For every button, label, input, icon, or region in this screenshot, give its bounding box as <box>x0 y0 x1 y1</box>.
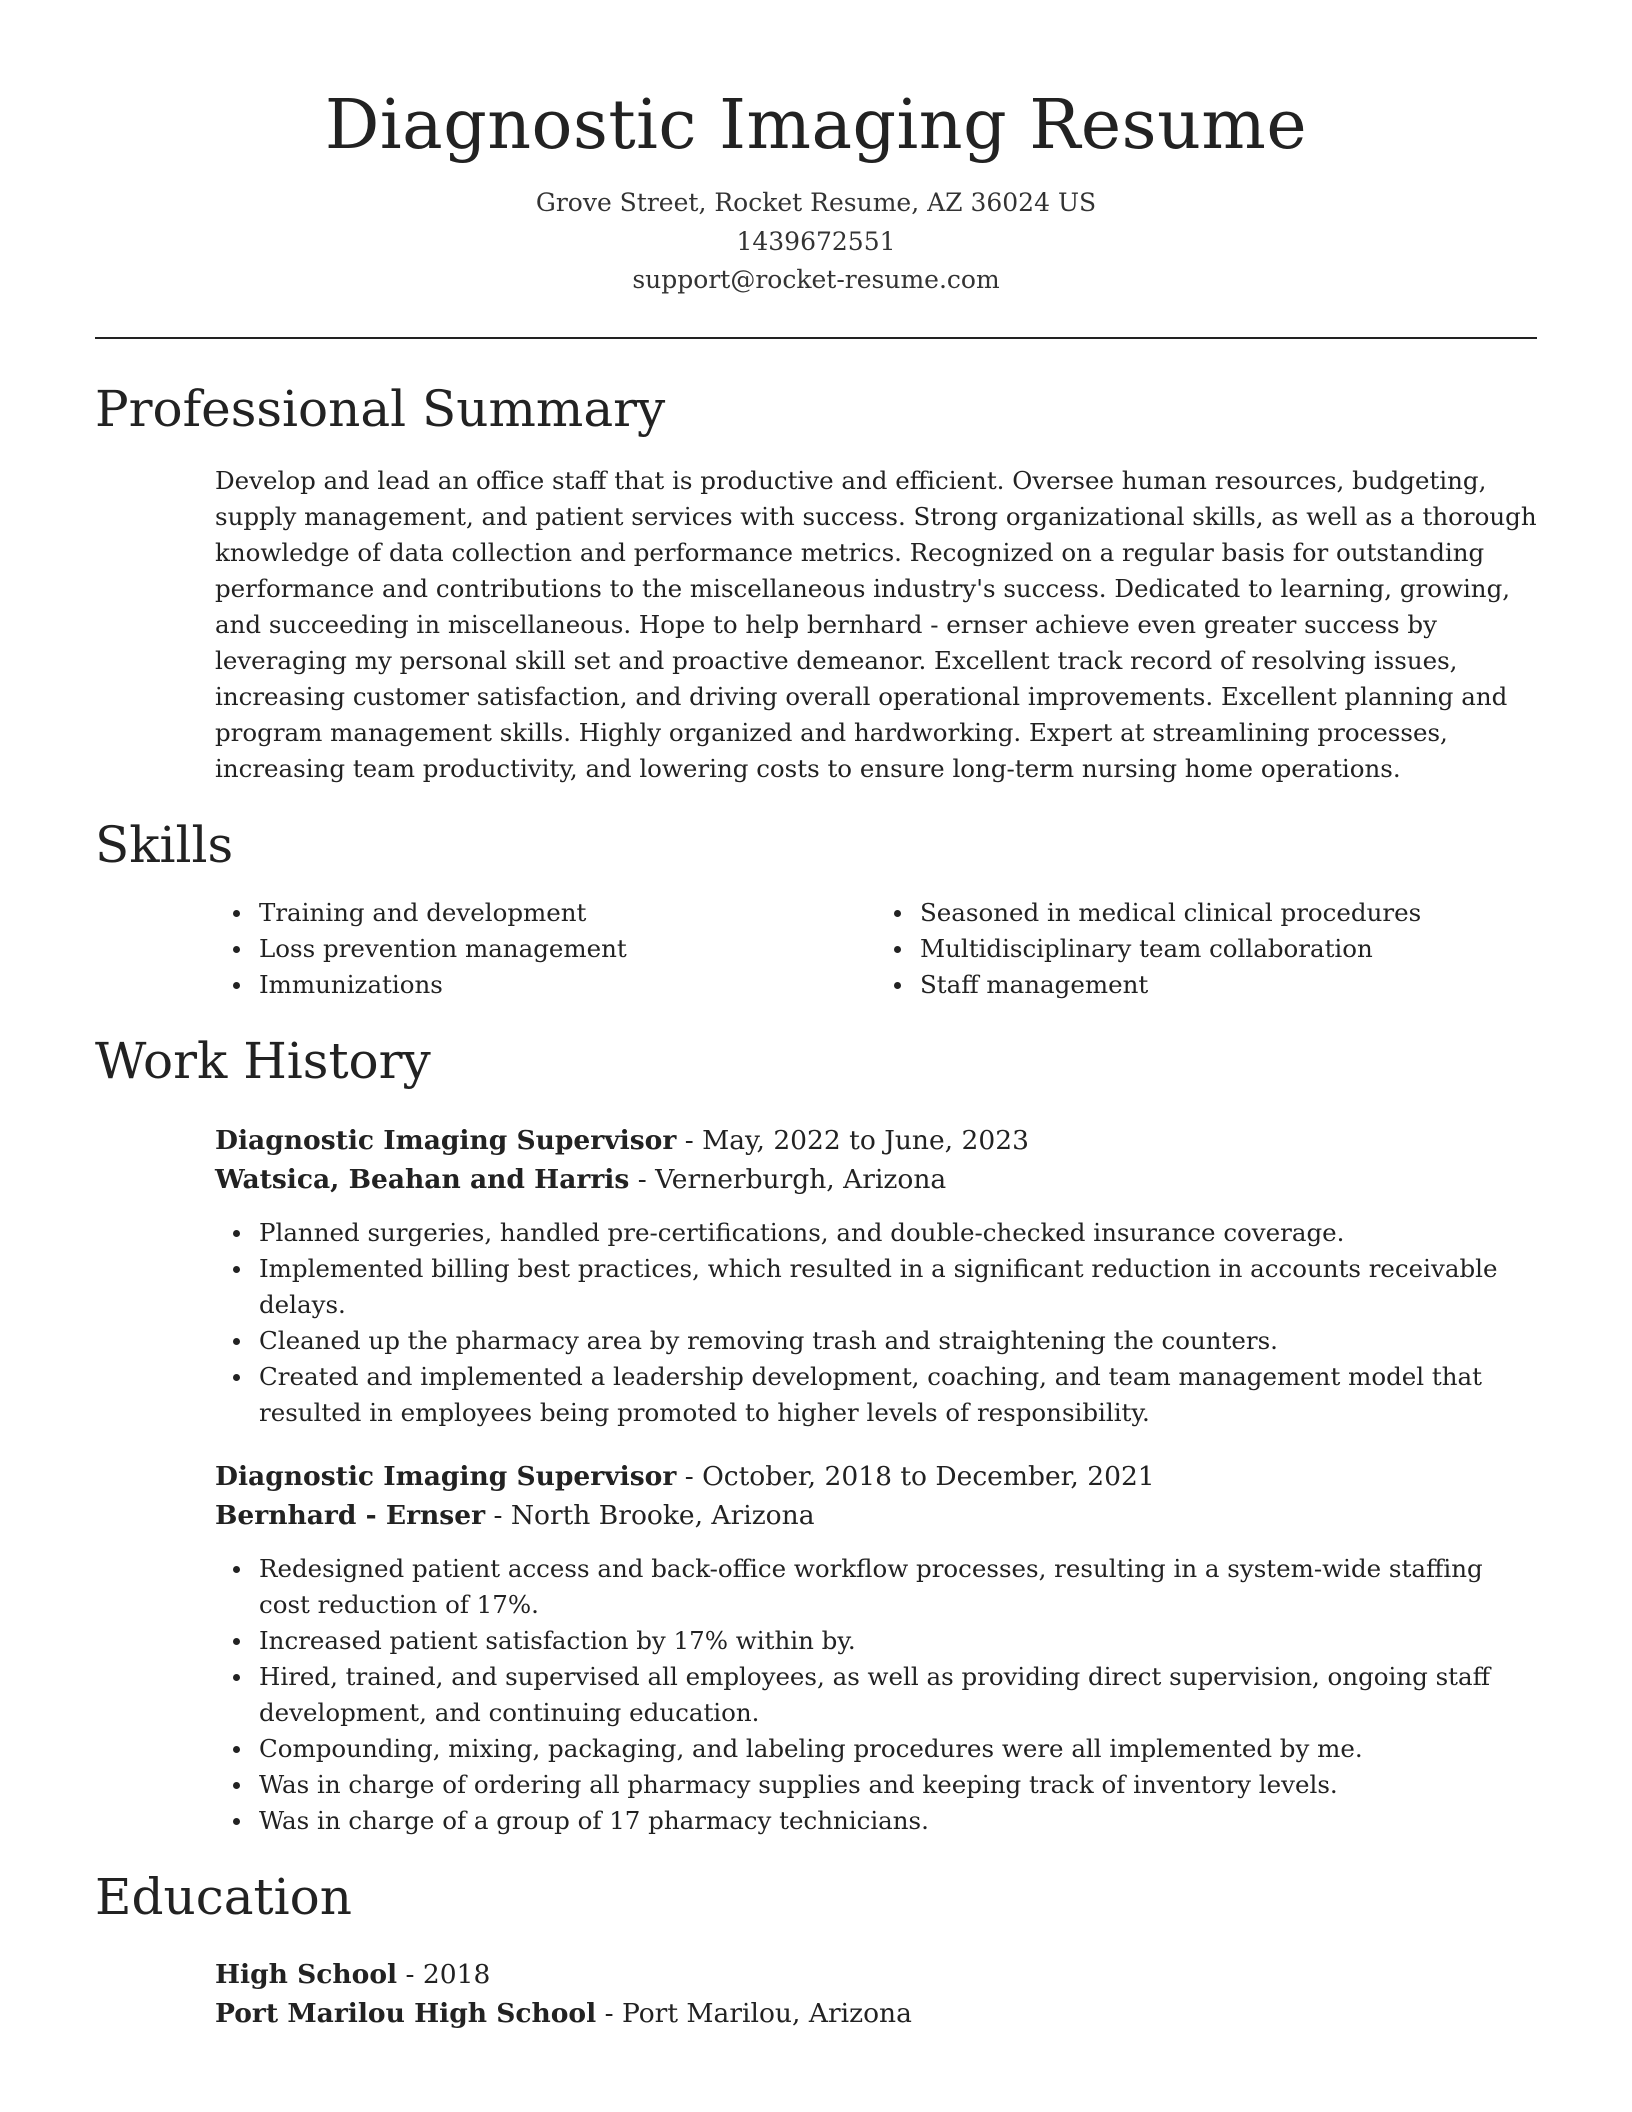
job-company: Watsica, Beahan and Harris <box>215 1163 630 1195</box>
skill-item: Immunizations <box>259 967 876 1003</box>
contact-info <box>95 184 1537 300</box>
job-company-line <box>215 1160 1537 1199</box>
education-school-line <box>215 1994 1537 2033</box>
job-bullet: Was in charge of a group of 17 pharmacy technicians. <box>259 1803 1537 1839</box>
resume-title: Diagnostic Imaging Resume <box>324 86 1308 165</box>
job-bullet: Hired, trained, and supervised all employees, as well as providing direct supervision, ongoing staff development, and continuing education. <box>259 1659 1537 1731</box>
job-bullet: Redesigned patient access and back-office workflow processes, resulting in a system-wide staffing cost reduction of 17%. <box>259 1551 1537 1623</box>
education-school: Port Marilou High School <box>215 1997 597 2029</box>
address: Grove Street, Rocket Resume, AZ 36024 US <box>535 188 1097 217</box>
skill-item: Staff management <box>920 967 1537 1003</box>
job-title-line <box>215 1457 1537 1496</box>
skill-item: Loss prevention management <box>259 931 876 967</box>
job-dates: - May, 2022 to June, 2023 <box>676 1124 1029 1156</box>
education-degree-line <box>215 1955 1537 1994</box>
job-bullets <box>215 1215 1537 1431</box>
skill-item: Seasoned in medical clinical procedures <box>920 895 1537 931</box>
skill-item: Training and development <box>259 895 876 931</box>
job-dates: - October, 2018 to December, 2021 <box>676 1460 1155 1492</box>
skills-list <box>95 895 1537 1003</box>
job-company: Bernhard - Ernser <box>215 1499 486 1531</box>
job-entry <box>95 1121 1537 1431</box>
summary-section <box>95 463 1537 787</box>
job-bullet: Compounding, mixing, packaging, and labeling procedures were all implemented by me. <box>259 1731 1537 1767</box>
education-heading: Education <box>95 1867 352 1926</box>
job-location: - Vernerburgh, Arizona <box>629 1163 947 1195</box>
job-bullet: Cleaned up the pharmacy area by removing trash and straightening the counters. <box>259 1323 1537 1359</box>
skill-item: Multidisciplinary team collaboration <box>920 931 1537 967</box>
email: support@rocket-resume.com <box>632 265 1000 294</box>
job-bullet: Increased patient satisfaction by 17% within by. <box>259 1623 1537 1659</box>
job-title: Diagnostic Imaging Supervisor <box>215 1460 677 1492</box>
phone: 1439672551 <box>736 226 896 256</box>
job-bullet: Implemented billing best practices, which resulted in a significant reduction in accounts receivable delays. <box>259 1251 1537 1323</box>
job-title-line <box>215 1121 1537 1160</box>
job-bullet: Planned surgeries, handled pre-certifications, and double-checked insurance coverage. <box>259 1215 1537 1251</box>
job-bullet: Created and implemented a leadership development, coaching, and team management model that resulted in employees being promoted to higher levels of responsibility. <box>259 1359 1537 1431</box>
job-bullets <box>215 1551 1537 1839</box>
work-history-heading: Work History <box>95 1031 431 1090</box>
job-location: - North Brooke, Arizona <box>485 1499 815 1531</box>
skills-column-right <box>876 895 1537 1003</box>
summary-heading: Professional Summary <box>95 379 666 438</box>
job-entry <box>95 1457 1537 1839</box>
education-entry <box>95 1955 1537 2033</box>
job-title: Diagnostic Imaging Supervisor <box>215 1124 677 1156</box>
education-year: - 2018 <box>397 1958 491 1990</box>
job-bullet: Was in charge of ordering all pharmacy supplies and keeping track of inventory levels. <box>259 1767 1537 1803</box>
header-divider <box>95 337 1537 339</box>
resume-header <box>95 0 1537 300</box>
education-degree: High School <box>215 1958 398 1990</box>
skills-column-left <box>215 895 876 1003</box>
summary-text: Develop and lead an office staff that is productive and efficient. Oversee human resources, budgeting, supply management, and patient services with success. Strong organizational skills, as well as a thorough knowledge of data collection and performance metrics. Recognized on a regular basis for outstanding performance and contributions to the miscellaneous industry's success. Dedicated to learning, growing, and succeeding in miscellaneous. Hope to help bernhard - ernser achieve even greater success by leveraging my personal skill set and proactive demeanor. Excellent track record of resolving issues, increasing customer satisfaction, and driving overall operational improvements. Excellent planning and program management skills. Highly organized and hardworking. Expert at streamlining processes, increasing team productivity, and lowering costs to ensure long-term nursing home operations. <box>215 465 1537 783</box>
education-location: - Port Marilou, Arizona <box>596 1997 912 2029</box>
job-company-line <box>215 1496 1537 1535</box>
skills-heading: Skills <box>95 815 234 874</box>
